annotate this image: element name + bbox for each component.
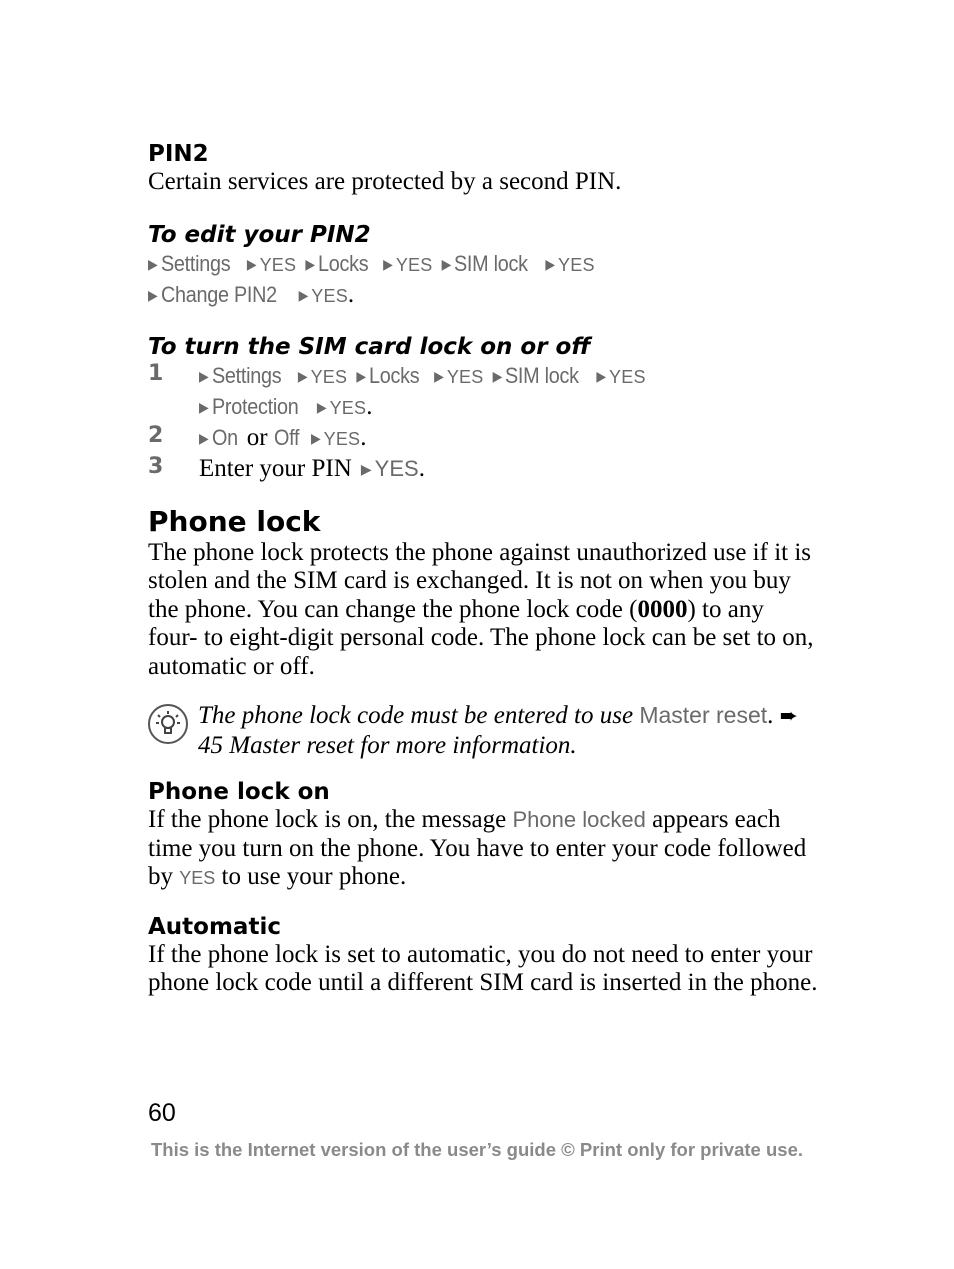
sim-lock-heading: To turn the SIM card lock on or off <box>148 333 591 360</box>
page-content <box>148 140 818 998</box>
arrow-icon: ▶ <box>441 256 452 273</box>
default-code: 0000 <box>637 595 688 623</box>
step-1 <box>148 361 818 423</box>
step-number: 3 <box>148 453 164 479</box>
menu-yes: YES <box>259 254 297 275</box>
edit-pin2-heading: To edit your PIN2 <box>148 221 371 248</box>
footer-note: This is the Internet version of the user’s guide © Print only for private use. <box>150 1139 803 1160</box>
tip-text-part: . <box>767 702 780 729</box>
menu-settings: Settings <box>160 250 231 276</box>
pin2-text: Certain services are protected by a second PIN. <box>148 168 622 195</box>
reference-arrow-icon: ➨ <box>779 704 799 729</box>
arrow-icon: ▶ <box>383 256 393 273</box>
menu-settings: Settings <box>211 362 282 388</box>
automatic-text: If the phone lock is set to automatic, you do not need to enter your phone lock code until a different SIM card is inserted in the phone. <box>148 940 818 996</box>
menu-yes: YES <box>558 254 595 275</box>
tip-reference-link[interactable]: 45 Master reset for more information. <box>198 731 577 759</box>
arrow-icon: ▶ <box>297 368 308 385</box>
tip-text-part: The phone lock code must be entered to use <box>198 702 640 729</box>
menu-sim-lock: SIM lock <box>454 250 529 276</box>
paragraph-text: If the phone lock is on, the message <box>148 806 513 833</box>
page-number: 60 <box>148 1099 176 1127</box>
menu-locks: Locks <box>318 250 369 276</box>
arrow-icon: ▶ <box>596 368 607 385</box>
phone-lock-section <box>148 505 818 761</box>
menu-yes: YES <box>323 428 361 449</box>
menu-off: Off <box>273 424 300 450</box>
edit-pin2-path-line1 <box>148 249 818 280</box>
menu-change-pin2: Change PIN2 <box>160 281 277 307</box>
lightbulb-icon <box>148 704 188 744</box>
arrow-icon: ▶ <box>148 287 158 304</box>
arrow-icon: ▶ <box>199 368 209 385</box>
pin2-section <box>148 140 818 197</box>
arrow-icon: ▶ <box>298 287 309 304</box>
menu-locks: Locks <box>369 362 420 388</box>
menu-yes: YES <box>374 455 419 481</box>
pin2-heading: PIN2 <box>148 141 209 167</box>
menu-protection: Protection <box>211 393 299 419</box>
arrow-icon: ▶ <box>434 368 444 385</box>
paragraph-text: appears each time you turn on the phone. You have to enter your code followed by <box>148 806 807 890</box>
edit-pin2-section <box>148 221 818 311</box>
step-number: 2 <box>148 422 164 448</box>
sim-lock-section <box>148 333 818 485</box>
automatic-heading: Automatic <box>148 913 281 940</box>
menu-yes: YES <box>179 868 216 888</box>
automatic-section <box>148 913 818 998</box>
paragraph-text: ) to any four- to eight-digit personal code. The phone lock can be set to on, automatic or off. <box>148 595 814 680</box>
arrow-icon: ▶ <box>199 399 209 416</box>
message-phone-locked: Phone locked <box>512 807 646 832</box>
menu-yes: YES <box>311 285 348 306</box>
step-3 <box>148 454 818 485</box>
arrow-icon: ▶ <box>148 256 158 273</box>
period: . <box>418 454 425 482</box>
edit-pin2-path-line2 <box>148 280 818 311</box>
menu-yes: YES <box>609 366 646 387</box>
phone-lock-on-heading: Phone lock on <box>148 779 330 805</box>
menu-master-reset: Master reset <box>639 702 768 728</box>
arrow-icon: ▶ <box>316 399 327 416</box>
phone-lock-paragraph <box>148 539 818 682</box>
menu-yes: YES <box>329 397 367 418</box>
step-3-text: Enter your PIN <box>199 454 352 482</box>
tip-text <box>198 701 818 760</box>
arrow-icon: ▶ <box>545 256 556 273</box>
arrow-icon: ▶ <box>356 368 367 385</box>
step-2 <box>148 423 818 454</box>
period: . <box>360 423 367 451</box>
paragraph-text: The phone lock protects the phone against unauthorized use if it is stolen and the SIM card is exchanged. It is not on when you buy the phone. You can change the phone lock code ( <box>148 538 812 623</box>
arrow-icon: ▶ <box>492 368 503 385</box>
period: . <box>366 392 373 420</box>
period: . <box>347 280 355 308</box>
or-text: or <box>240 423 274 451</box>
phone-lock-on-text <box>148 806 818 893</box>
arrow-icon: ▶ <box>199 430 209 447</box>
arrow-icon: ▶ <box>310 430 321 447</box>
arrow-icon: ▶ <box>360 461 372 478</box>
menu-yes: YES <box>395 254 433 275</box>
step-1-path-line2 <box>199 392 818 423</box>
menu-yes: YES <box>446 366 484 387</box>
arrow-icon: ▶ <box>305 256 316 273</box>
paragraph-text: to use your phone. <box>215 863 407 890</box>
menu-yes: YES <box>310 366 348 387</box>
step-1-path-line1 <box>199 361 818 392</box>
tip-note <box>148 701 818 760</box>
menu-sim-lock: SIM lock <box>505 362 580 388</box>
phone-lock-heading: Phone lock <box>148 504 321 538</box>
phone-lock-on-section <box>148 778 818 893</box>
menu-on: On <box>211 424 238 450</box>
arrow-icon: ▶ <box>246 256 257 273</box>
step-number: 1 <box>148 360 164 386</box>
